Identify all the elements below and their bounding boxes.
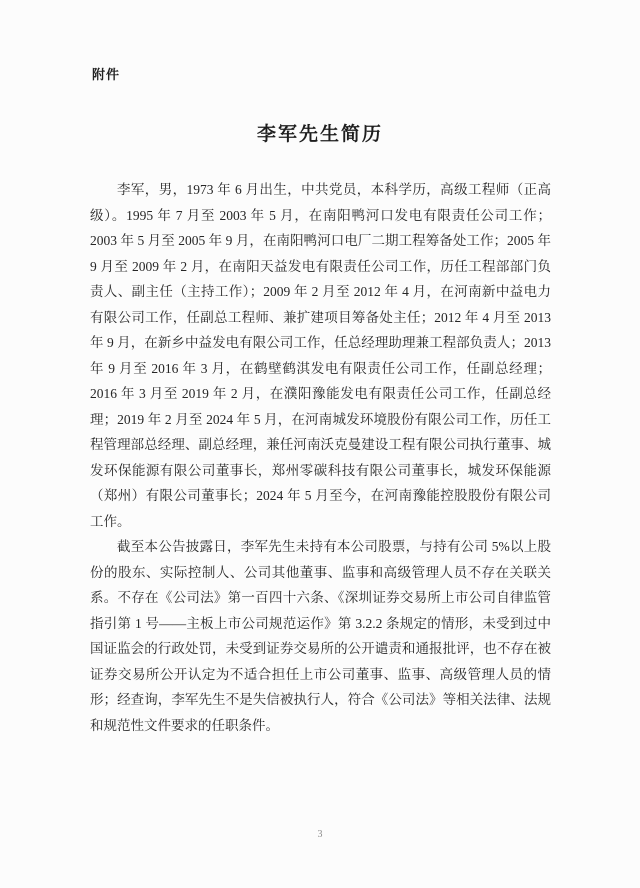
- disclosure-paragraph: 截至本公告披露日，李军先生未持有本公司股票，与持有公司 5%以上股份的股东、实际控制人、公司其他董事、监事和高级管理人员不存在关联关系。不存在《公司法》第一百四十六条、《深圳证券交易所上市公司自律监管指引第 1 号——主板上市公司规范运作》第 3.2.2 条规定的情形，未受到过中国证监会的行政处罚，未受到证券交易所的公开谴责和通报批评，也不存在被证券交易所公开认定为不适合担任上市公司董事、监事、高级管理人员的情形；经查询，李军先生不是失信被执行人，符合《公司法》等相关法律、法规和规范性文件要求的任职条件。: [90, 539, 551, 733]
- document-body: [90, 177, 551, 738]
- attachment-label: 附件: [92, 67, 121, 82]
- biography-paragraph: 李军，男，1973 年 6 月出生，中共党员，本科学历，高级工程师（正高级）。1995 年 7 月至 2003 年 5 月，在南阳鸭河口发电有限责任公司工作；2003 年 5 月至 2005 年 9 月，在南阳鸭河口电厂二期工程筹备处工作；2005 年 9 月至 2009 年 2 月，在南阳天益发电有限责任公司工作，历任工程部部门负责人、副主任（主持工作）；2009 年 2 月至 2012 年 4 月，在河南新中益电力有限公司工作，任副总工程师、兼扩建项目筹备处主任；2012 年 4 月至 2013 年 9 月，在新乡中益发电有限公司工作，任总经理助理兼工程部负责人；2013 年 9 月至 2016 年 3 月，在鹤壁鹤淇发电有限责任公司工作，任副总经理；2016 年 3 月至 2019 年 2 月，在濮阳豫能发电有限责任公司工作，任副总经理；2019 年 2 月至 2024 年 5 月，在河南城发环境股份有限公司工作，历任工程管理部总经理、副总经理，兼任河南沃克曼建设工程有限公司执行董事、城发环保能源有限公司董事长，郑州零碳科技有限公司董事长，城发环保能源（郑州）有限公司董事长；2024 年 5 月至今，在河南豫能控股股份有限公司工作。: [90, 182, 551, 529]
- page-number: 3: [317, 829, 323, 840]
- document-title: 李军先生简历: [256, 124, 383, 145]
